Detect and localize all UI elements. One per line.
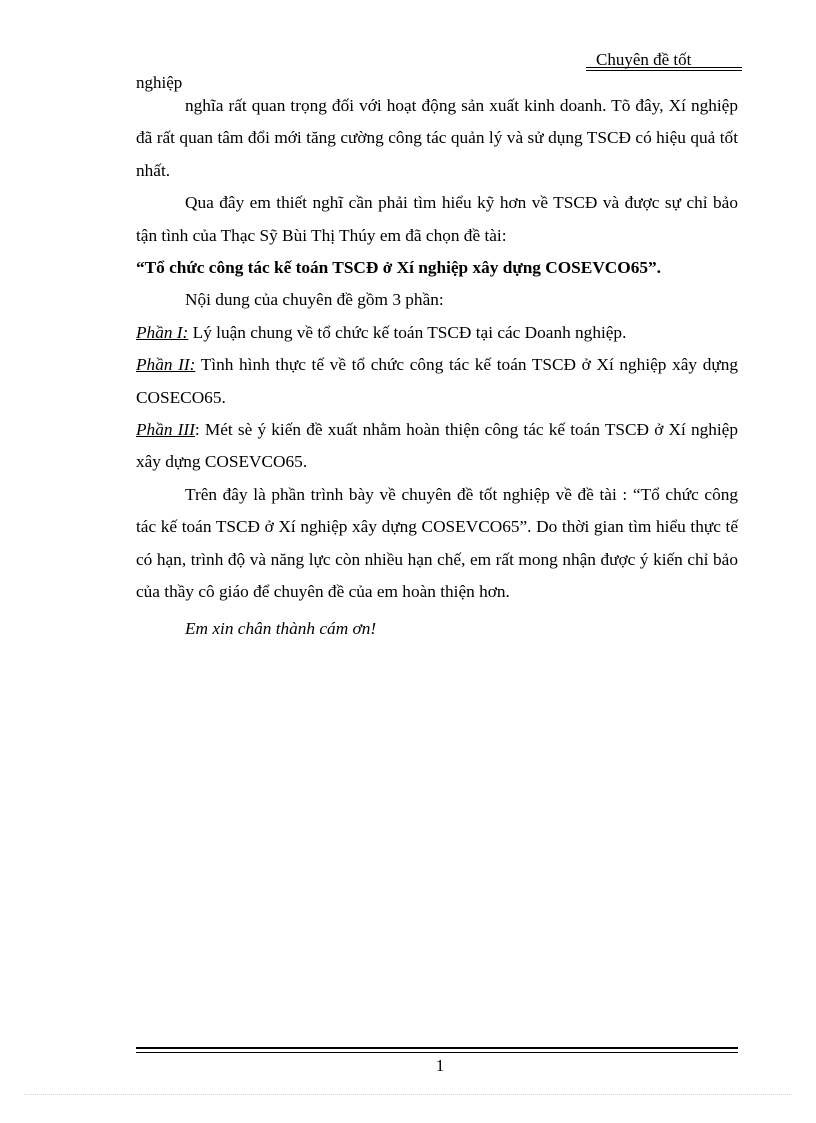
part-3-text: : Mét sè ý kiến đề xuất nhằm hoàn thiện công tác kế toán TSCĐ ở Xí nghiệp xây dựng COSEVCO65. bbox=[136, 420, 738, 472]
part-1-label: Phần I: bbox=[136, 322, 189, 342]
contents-intro: Nội dung của chuyên đề gồm 3 phần: bbox=[185, 290, 444, 310]
part-1-text: Lý luận chung về tổ chức kế toán TSCĐ tại các Doanh nghiệp. bbox=[188, 322, 627, 342]
header-continuation: nghiệp bbox=[136, 73, 183, 92]
footer-rule-secondary bbox=[136, 1052, 738, 1053]
footer-rule bbox=[136, 1047, 738, 1049]
paragraph-summary: Trên đây là phần trình bày về chuyên đề tốt nghiệp về đề tài : “Tổ chức công tác kế toán TSCĐ ở Xí nghiệp xây dựng COSEVCO65”. Do thời gian tìm hiểu thực tế có hạn, trình độ và năng lực còn nhiều hạn chế, em rất mong nhận được ý kiến chỉ bảo của thầy cô giáo để chuyên đề của em hoàn thiện hơn. bbox=[136, 484, 738, 602]
part-3-label: Phần III bbox=[136, 420, 195, 440]
part-3 bbox=[136, 414, 738, 479]
paragraph-reason: Qua đây em thiết nghĩ cần phải tìm hiểu kỹ hơn về TSCĐ và được sự chỉ bảo tận tình của Thạc Sỹ Bùi Thị Thúy em đã chọn đề tài: bbox=[136, 193, 738, 245]
part-1 bbox=[136, 317, 738, 349]
page-edge-guide bbox=[24, 1090, 792, 1095]
topic-title: “Tổ chức công tác kế toán TSCĐ ở Xí nghiệp xây dựng COSEVCO65”. bbox=[136, 258, 661, 278]
document-body bbox=[136, 90, 738, 645]
part-2-text: Tình hình thực tế về tổ chức công tác kế toán TSCĐ ở Xí nghiệp xây dựng COSECO65. bbox=[136, 355, 738, 407]
paragraph-intro: nghĩa rất quan trọng đối với hoạt động sản xuất kinh doanh. Tõ đây, Xí nghiệp đã rất quan tâm đổi mới tăng cường công tác quản lý và sử dụng TSCĐ có hiệu quả tốt nhất. bbox=[136, 96, 738, 180]
closing-line: Em xin chân thành cám ơn! bbox=[185, 618, 377, 638]
page-number: 1 bbox=[435, 1056, 445, 1075]
header-rule-secondary bbox=[586, 70, 742, 71]
header-rule bbox=[586, 67, 742, 68]
part-2 bbox=[136, 349, 738, 414]
part-2-label: Phần II: bbox=[136, 355, 196, 375]
header-title: Chuyên đề tốt bbox=[596, 50, 692, 69]
